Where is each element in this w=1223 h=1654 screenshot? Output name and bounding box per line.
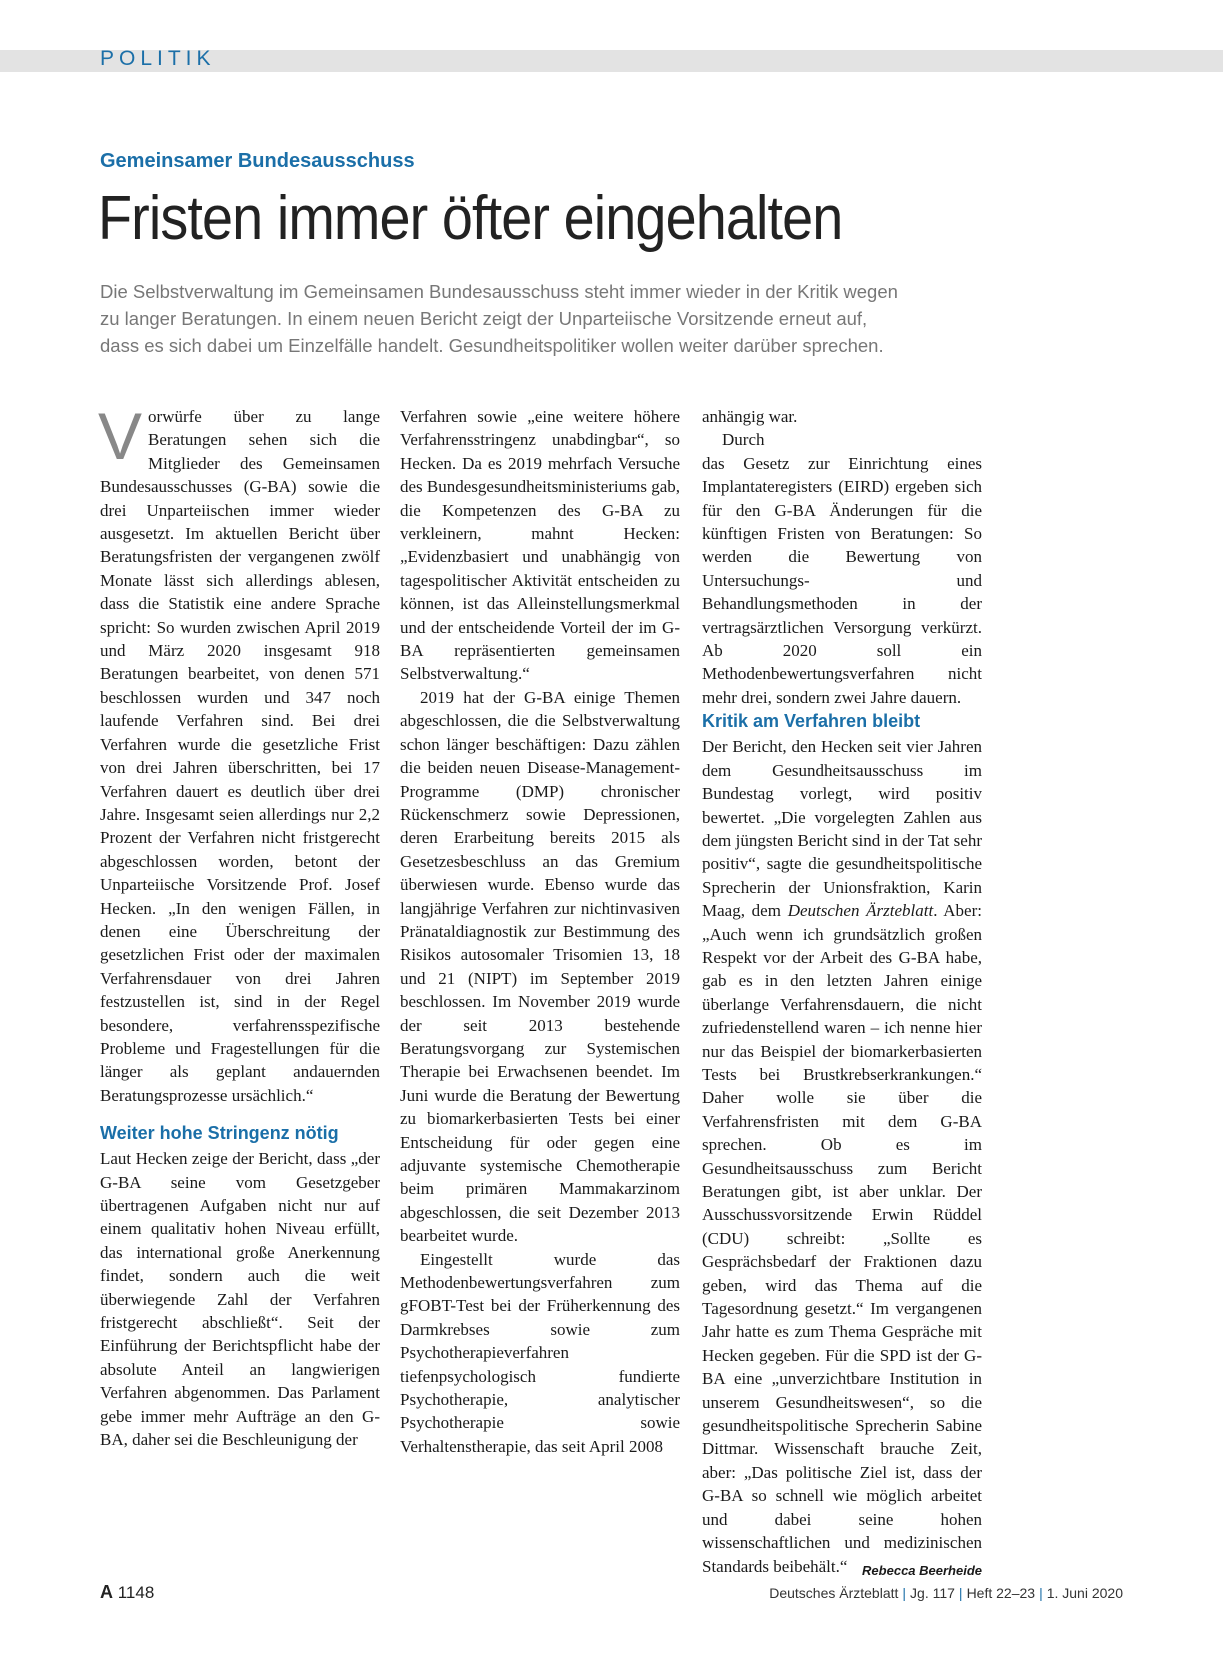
lead-line: Die Selbstverwaltung im Gemeinsamen Bundesausschuss steht immer wieder in der Kritik wegen — [100, 281, 898, 302]
separator: | — [958, 1585, 963, 1601]
journal-volume: Jg. 117 — [910, 1585, 955, 1601]
paragraph: Durch — [722, 430, 765, 450]
journal-issue: Heft 22–23 — [966, 1585, 1036, 1601]
text-column-3 — [702, 405, 982, 1582]
paragraph: Eingestellt wurde das Methodenbewertungsverfahren zum gFOBT-Test bei der Früherkennung des Darmkrebses sowie zum Psychotherapieverfahren tiefenpsychologisch fundierte Psychotherapie, analytischer Psychotherapie sowie Verhaltenstherapie, das seit April 2008 — [400, 1249, 680, 1456]
article-lead — [100, 278, 960, 359]
article-kicker: Gemeinsamer Bundesausschuss — [100, 150, 415, 172]
text-column-2 — [400, 405, 680, 1458]
author-name: Rebecca Beerheide — [862, 1562, 982, 1578]
paragraph: 2019 hat der G-BA einige Themen abgeschlossen, die die Selbstverwaltung schon länger beschäftigen: Dazu zählen die beiden neuen Disease-Management-Programme (DMP) chronischer Rückenschmerz sowie Depressionen, deren Erarbeitung bereits 2015 als Gesetzesbeschluss an das Gremium überwiesen wurde. Ebenso wurde das langjährige Verfahren zur nichtinvasiven Pränataldiagnostik zur Bestimmung des Risikos autosomaler Trisomien 13, 18 und 21 (NIPT) im September 2019 beschlossen. Im November 2019 wurde der seit 2013 bestehende Beratungsvorgang zur Systemischen Therapie bei Erwachsenen beendet. Im Juni wurde die Beratung der Bewertung zu biomarkerbasierten Tests bei einer Entscheidung für oder gegen eine adjuvante systemische Chemotherapie beim primären Mammakarzinom abgeschlossen, die seit Dezember 2013 bearbeitet wurde. — [400, 687, 680, 1246]
separator: | — [902, 1585, 907, 1601]
subheading: Weiter hohe Stringenz nötig — [100, 1123, 339, 1144]
lead-line: zu langer Beratungen. In einem neuen Bericht zeigt der Unparteiische Vorsitzende erneut auf, — [100, 308, 868, 329]
paragraph-text: orwürfe über zu lange Beratungen sehen sich die Mitglieder des Gemeinsamen Bundesausschusses (G-BA) sowie die drei Unparteiischen immer wieder ausgesetzt. Im aktuellen Bericht über Beratungsfristen der vergangenen zwölf Monate lässt sich allerdings ablesen, dass die Statistik eine andere Sprache spricht: So wurden zwischen April 2019 und März 2020 insgesamt 918 Beratungen bearbeitet, von denen 571 beschlossen wurden und 347 noch laufende Verfahren sind. Bei drei Verfahren wurde die gesetzliche Frist von drei Jahren überschritten, bei 17 Verfahren dauert es deutlich über drei Jahre. Insgesamt seien allerdings nur 2,2 Prozent der Verfahren nicht fristgerecht abgeschlossen worden, betont der Unparteiische Vorsitzende Prof. Josef Hecken. „In den wenigen Fällen, in denen eine Überschreitung der gesetzlichen Frist oder der maximalen Verfahrensdauer von drei Jahren festzustellen ist, sind in der Regel besondere, verfahrensspezifische Probleme und Fragestellungen für die länger als geplant andauernden Beratungsprozesse ursächlich.“ — [100, 407, 380, 1105]
drop-cap: V — [98, 399, 143, 473]
paragraph-continued: anhängig war. — [702, 407, 798, 426]
page-number-value: 1148 — [117, 1583, 155, 1602]
publication-name: Deutschen Ärzteblatt — [787, 901, 934, 921]
lead-line: dass es sich dabei um Einzelfälle handelt. Gesundheitspolitiker wollen weiter darüber sprechen. — [100, 335, 884, 356]
journal-date: 1. Juni 2020 — [1046, 1585, 1123, 1601]
paragraph-continued: das Gesetz zur Einrichtung eines Implantateregisters (EIRD) ergeben sich für den G-BA Änderungen für die künftigen Fristen von Beratungen: So werden die Bewertung von Untersuchungs- und Behandlungsmethoden in der vertragsärztlichen Versorgung verkürzt. Ab 2020 soll ein Methodenbewertungsverfahren nicht mehr drei, sondern zwei Jahre dauern. — [702, 453, 982, 707]
paragraph-text: . Aber: „Auch wenn ich grundsätzlich großen Respekt vor der Arbeit des G-BA habe, gab es in den letzten Jahren einige überlange Verfahrensdauern, die nicht zufriedenstellend waren – ich nenne hier nur das Beispiel der biomarkerbasierten Tests bei Brustkrebserkrankungen.“ Daher wolle sie über die Verfahrensfristen mit dem G-BA sprechen. Ob es im Gesundheitsausschuss zum Bericht Beratungen gibt, ist aber unklar. Der Ausschussvorsitzende Erwin Rüddel (CDU) schreibt: „Sollte es Gesprächsbedarf der Fraktionen dazu geben, wird das Thema auf die Tagesordnung gesetzt.“ Im vergangenen Jahr hatte es zum Thema Gespräche mit Hecken gegeben. Für die SPD ist der G-BA eine „unverzichtbare Institution in unserem Gesundheitswesen“, so die gesundheitspolitische Sprecherin Sabine Dittmar. Wissenschaft brauche Zeit, aber: „Das politische Ziel ist, dass der G-BA so schnell wie möglich arbeitet und dabei seine hohen wissenschaftlichen und medizinischen Standards beibehält.“ — [702, 901, 982, 1576]
text-column-1 — [98, 399, 380, 1451]
paragraph — [702, 735, 982, 1578]
journal-footer — [769, 1585, 1123, 1601]
paragraph: Laut Hecken zeige der Bericht, dass „der G-BA seine vom Gesetzgeber übertragenen Aufgaben nicht nur auf einem qualitativ hohen Niveau erfüllt, das international große Anerkennung findet, sondern auch die weit überwiegende Zahl der Verfahren fristgerecht abschließt“. Seit der Einführung der Berichtspflicht habe der absolute Anteil an langwierigen Verfahren abgenommen. Das Parlament gebe immer mehr Aufträge an den G-BA, daher sei die Beschleunigung der — [100, 1149, 380, 1450]
separator: | — [1039, 1585, 1043, 1601]
paragraph-text: Der Bericht, den Hecken seit vier Jahren dem Gesundheitsausschuss im Bundestag vorlegt, wird positiv bewertet. „Die vorgelegten Zahlen aus dem jüngsten Bericht sind in der Tat sehr positiv“, sagte die gesundheitspolitische Sprecherin der Unionsfraktion, Karin Maag, dem — [702, 737, 982, 921]
paragraph — [98, 399, 380, 1107]
paragraph-continued: Verfahren sowie „eine weitere höhere Verfahrensstringenz unabdingbar“, so Hecken. Da es 2019 mehrfach Versuche des Bundesgesundheitsministeriums gab, die Kompetenzen des G-BA zu verkleinern, mahnt Hecken: „Evidenzbasiert und unabhängig von tagespolitischer Aktivität entscheiden zu können, ist das Alleinstellungsmerkmal und der entscheidende Vorteil der im G-BA repräsentierten gemeinsamen Selbstverwaltung.“ — [400, 407, 681, 684]
subheading: Kritik am Verfahren bleibt — [702, 711, 921, 732]
page-number — [100, 1582, 154, 1603]
page-prefix: A — [100, 1582, 113, 1602]
article-headline: Fristen immer öfter eingehalten — [98, 184, 843, 253]
section-label: POLITIK — [100, 47, 216, 70]
journal-name: Deutsches Ärzteblatt — [769, 1585, 899, 1601]
